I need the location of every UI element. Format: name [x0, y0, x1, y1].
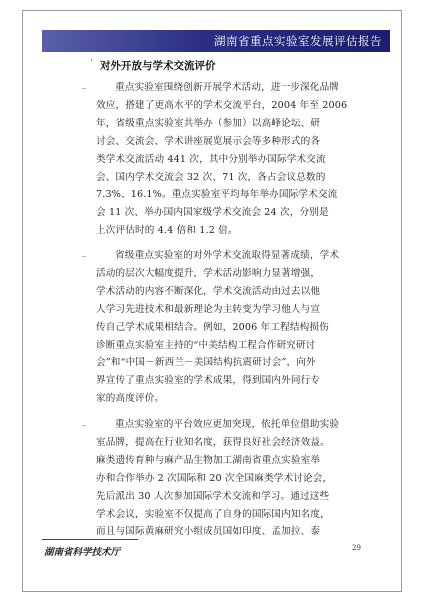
- text-line: 诊断重点实验室主持的“中美结构工程合作研究研讨: [96, 339, 316, 351]
- text-line: 人学习先进技术和最新理论为主转变为学习他人与宣: [96, 303, 321, 315]
- text-line: 麻类遗传育种与麻产品生物加工湖南省重点实验室举: [96, 454, 321, 466]
- text-line: 传自己学术成果相结合。例如，2006 年工程结构损伤: [96, 321, 329, 333]
- text-line: 界宣传了重点实验室的学术成果，得到国内外同行专: [96, 375, 321, 387]
- text-line: 学术会议，实验室不仅提高了自身的国际国内知名度，: [96, 508, 330, 520]
- text-line: 会”和“中国－新西兰－美国结构抗震研讨会”，向外: [96, 357, 316, 369]
- text-line: 年，省级重点实验室共举办（参加）以高峰论坛、研: [96, 117, 321, 129]
- paragraph-marker: _: [82, 416, 87, 426]
- footer-organization: 湖南省科学技术厅: [44, 547, 121, 558]
- text-line: 而且与国际黄麻研究小组成员国如印度、孟加拉、泰: [96, 526, 321, 538]
- text-line: 先后派出 30 人次参加国际学术交流和学习。通过这些: [96, 490, 330, 502]
- text-line: 活动的层次大幅度提升，学术活动影响力显著增强，: [96, 267, 321, 279]
- text-line: 办和合作举办 2 次国际和 20 次全国麻类学术讨论会，: [96, 472, 333, 484]
- header-bar: [42, 30, 390, 52]
- paragraph-marker: _: [82, 79, 87, 89]
- text-line: 会、国内学术交流会 32 次、71 次，各占会议总数的: [96, 171, 326, 183]
- text-line: 室品牌，提高在行业知名度，获得良好社会经济效益。: [96, 436, 330, 448]
- text-line: 7.3%、16.1%。重点实验室平均每年举办国际学术交流: [96, 189, 338, 201]
- page-number: 29: [352, 544, 361, 552]
- section-bullet: ·: [90, 56, 93, 66]
- paragraph-2: [82, 247, 358, 408]
- text-line: 省级重点实验室的对外学术交流取得显著成绩，学术: [115, 250, 340, 261]
- section-heading: 对外开放与学术交流评价: [100, 60, 216, 72]
- text-line: 讨会、交流会、学术讲座展览展示会等多种形式的各: [96, 135, 321, 147]
- text-line: 效应，搭建了更高水平的学术交流平台，2004 年至 2006: [96, 99, 348, 111]
- footer-rule: [42, 539, 138, 540]
- text-line: 会 11 次、举办国内国家级学术交流会 24 次，分别是: [96, 207, 329, 219]
- paragraph-1: [82, 79, 358, 240]
- report-title: 湖南省重点实验室发展评估报告: [214, 34, 382, 48]
- paragraph-3: [82, 416, 358, 541]
- text-line: 上次评估时的 4.4 倍和 1.2 倍。: [96, 225, 238, 237]
- text-line: 学术活动的内容不断深化，学术交流活动由过去以他: [96, 285, 321, 297]
- text-line: 重点实验室围绕创新开展学术活动，进一步深化品牌: [115, 82, 340, 93]
- text-line: 家的高度评价。: [96, 393, 165, 405]
- text-line: 重点实验室的平台效应更加突现，依托单位借助实验: [115, 419, 340, 430]
- text-line: 类学术交流活动 441 次，其中分别举办国际学术交流: [96, 153, 326, 165]
- paragraph-marker: _: [82, 247, 87, 257]
